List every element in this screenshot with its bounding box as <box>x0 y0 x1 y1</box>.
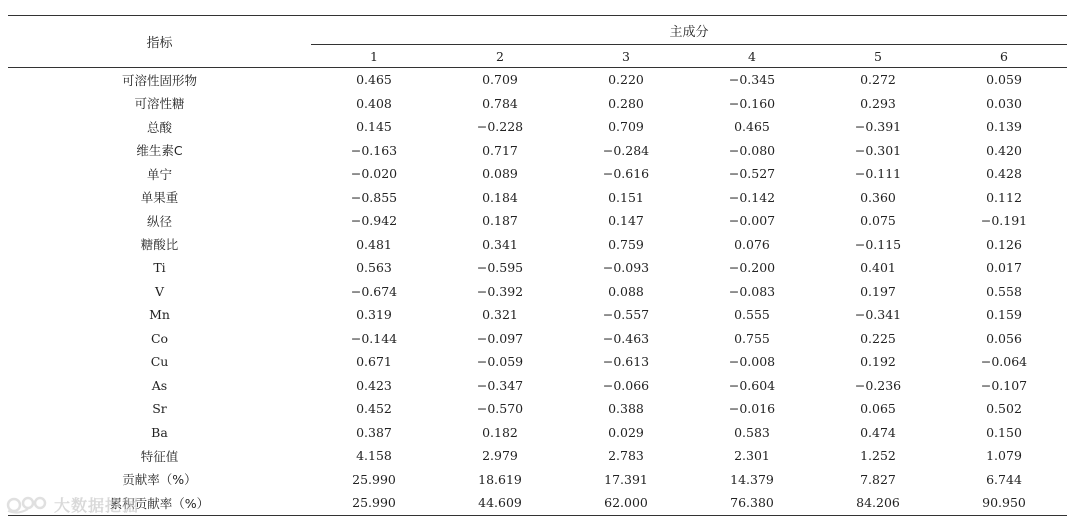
cell-value: 44.609 <box>437 491 563 515</box>
row-label: Mn <box>149 307 170 323</box>
cell-value: −0.347 <box>476 377 524 393</box>
table-row <box>8 162 1067 186</box>
cell-value: −0.059 <box>476 354 524 370</box>
cell-value: 0.709 <box>608 119 644 135</box>
table-row <box>8 491 1067 515</box>
row-label: 单宁 <box>146 166 172 182</box>
cell-value: 0.272 <box>860 72 896 88</box>
table-header <box>8 16 1067 68</box>
table-row <box>8 68 1067 92</box>
table-row <box>8 256 1067 280</box>
cell-value: 17.391 <box>604 471 648 487</box>
row-label: 特征值 <box>140 448 179 464</box>
cell-value: 25.990 <box>311 491 437 515</box>
indicator-column-header: 指标 <box>8 16 311 68</box>
row-label: 纵径 <box>146 213 172 229</box>
component-header-3: 3 <box>563 45 689 68</box>
cell-value: 0.319 <box>356 307 392 323</box>
cell-value: 0.452 <box>356 401 392 417</box>
row-label: 单果重 <box>140 190 179 206</box>
cell-value: 25.990 <box>352 471 396 487</box>
cell-value: 0.408 <box>356 95 392 111</box>
cell-value: 6.744 <box>986 471 1022 487</box>
cell-value: 0.583 <box>734 424 770 440</box>
cell-value: 4.158 <box>356 448 392 464</box>
cell-value: 0.717 <box>482 142 518 158</box>
cell-value: −0.097 <box>476 330 524 346</box>
cell-value: 0.089 <box>482 166 518 182</box>
table-row <box>8 421 1067 445</box>
cell-value: −0.111 <box>854 166 902 182</box>
table-row <box>8 444 1067 468</box>
table-row <box>8 468 1067 492</box>
cell-value: −0.191 <box>980 213 1028 229</box>
row-label: 总酸 <box>146 119 172 135</box>
cell-value: 0.030 <box>986 95 1022 111</box>
cell-value: 0.076 <box>734 236 770 252</box>
cell-value: 0.182 <box>482 424 518 440</box>
cell-value: 0.159 <box>986 307 1022 323</box>
cell-value: −0.942 <box>350 213 398 229</box>
principal-component-table <box>8 15 1067 516</box>
cell-value: −0.391 <box>854 119 902 135</box>
component-header-6: 6 <box>941 45 1067 68</box>
cell-value: 84.206 <box>815 491 941 515</box>
table-row <box>8 139 1067 163</box>
row-label: 可溶性糖 <box>134 96 185 112</box>
cell-value: 0.151 <box>608 189 644 205</box>
cell-value: −0.160 <box>728 95 776 111</box>
cell-value: 0.225 <box>860 330 896 346</box>
row-label: V <box>154 283 165 299</box>
cell-value: 7.827 <box>860 471 896 487</box>
row-label: Ti <box>153 260 166 276</box>
cell-value: −0.228 <box>476 119 524 135</box>
cell-value: 0.709 <box>482 72 518 88</box>
table-row <box>8 280 1067 304</box>
cell-value: 0.321 <box>482 307 518 323</box>
cell-value: −0.570 <box>476 401 524 417</box>
table-row <box>8 303 1067 327</box>
cell-value: −0.083 <box>728 283 776 299</box>
cell-value: 0.341 <box>482 236 518 252</box>
cell-value: 0.145 <box>356 119 392 135</box>
component-header-5: 5 <box>815 45 941 68</box>
cell-value: 2.979 <box>482 448 518 464</box>
cell-value: −0.604 <box>728 377 776 393</box>
table-row <box>8 374 1067 398</box>
cell-value: 0.502 <box>986 401 1022 417</box>
cell-value: −0.613 <box>602 354 650 370</box>
cell-value: 0.423 <box>356 377 392 393</box>
row-label: As <box>151 377 168 393</box>
principal-component-group-header: 主成分 <box>311 16 1067 45</box>
table-row <box>8 209 1067 233</box>
cell-value: −0.080 <box>728 142 776 158</box>
row-label: 可溶性固形物 <box>121 72 197 88</box>
cell-value: 0.755 <box>734 330 770 346</box>
cell-value: 0.558 <box>986 283 1022 299</box>
cell-value: 0.139 <box>986 119 1022 135</box>
cell-value: 0.065 <box>860 401 896 417</box>
cell-value: 0.481 <box>356 236 392 252</box>
row-label: 糖酸比 <box>140 237 179 253</box>
cell-value: −0.855 <box>350 189 398 205</box>
cell-value: −0.107 <box>980 377 1028 393</box>
cell-value: 0.056 <box>986 330 1022 346</box>
cell-value: 0.059 <box>986 72 1022 88</box>
cell-value: 1.252 <box>860 448 896 464</box>
cell-value: 0.184 <box>482 189 518 205</box>
row-label: Co <box>150 330 169 346</box>
row-label: Sr <box>152 401 167 417</box>
cell-value: −0.142 <box>728 189 776 205</box>
cell-value: 2.301 <box>734 448 770 464</box>
cell-value: 0.088 <box>608 283 644 299</box>
row-label: Cu <box>150 354 169 370</box>
cell-value: 0.029 <box>608 424 644 440</box>
table-row <box>8 186 1067 210</box>
cell-value: 2.783 <box>608 448 644 464</box>
cell-value: −0.345 <box>728 72 776 88</box>
cell-value: 0.147 <box>608 213 644 229</box>
cell-value: 0.293 <box>860 95 896 111</box>
cell-value: −0.236 <box>854 377 902 393</box>
row-label: 累积贡献率（%） <box>8 491 311 515</box>
cell-value: 0.387 <box>356 424 392 440</box>
cell-value: −0.016 <box>728 401 776 417</box>
cell-value: 0.192 <box>860 354 896 370</box>
row-label: 维生素C <box>136 143 183 159</box>
cell-value: −0.616 <box>602 166 650 182</box>
cell-value: 0.474 <box>860 424 896 440</box>
cell-value: 0.017 <box>986 260 1022 276</box>
cell-value: −0.020 <box>350 166 398 182</box>
cell-value: −0.007 <box>728 213 776 229</box>
cell-value: 0.555 <box>734 307 770 323</box>
table-row <box>8 350 1067 374</box>
cell-value: −0.301 <box>854 142 902 158</box>
cell-value: −0.200 <box>728 260 776 276</box>
row-label: Ba <box>151 424 168 440</box>
cell-value: 0.197 <box>860 283 896 299</box>
cell-value: −0.392 <box>476 283 524 299</box>
component-header-2: 2 <box>437 45 563 68</box>
component-header-4: 4 <box>689 45 815 68</box>
cell-value: −0.115 <box>854 236 902 252</box>
cell-value: −0.557 <box>602 307 650 323</box>
cell-value: −0.463 <box>602 330 650 346</box>
cell-value: 0.420 <box>986 142 1022 158</box>
cell-value: 0.428 <box>986 166 1022 182</box>
cell-value: 14.379 <box>730 471 774 487</box>
cell-value: 0.150 <box>986 424 1022 440</box>
cell-value: 90.950 <box>941 491 1067 515</box>
cell-value: 0.784 <box>482 95 518 111</box>
cell-value: 0.112 <box>986 189 1022 205</box>
cell-value: 0.187 <box>482 213 518 229</box>
table-row <box>8 327 1067 351</box>
cell-value: −0.144 <box>350 330 398 346</box>
cell-value: 0.360 <box>860 189 896 205</box>
cell-value: 0.563 <box>356 260 392 276</box>
cell-value: −0.527 <box>728 166 776 182</box>
table-body <box>8 68 1067 516</box>
cell-value: 0.401 <box>860 260 896 276</box>
table-row <box>8 233 1067 257</box>
cell-value: −0.595 <box>476 260 524 276</box>
cell-value: 0.280 <box>608 95 644 111</box>
table-row <box>8 115 1067 139</box>
table-row <box>8 397 1067 421</box>
cell-value: 0.126 <box>986 236 1022 252</box>
cell-value: 0.671 <box>356 354 392 370</box>
cell-value: 0.759 <box>608 236 644 252</box>
row-label: 贡献率（%） <box>122 472 197 488</box>
cell-value: 0.465 <box>356 72 392 88</box>
cell-value: −0.066 <box>602 377 650 393</box>
cell-value: 1.079 <box>986 448 1022 464</box>
cell-value: −0.093 <box>602 260 650 276</box>
cell-value: −0.008 <box>728 354 776 370</box>
cell-value: 18.619 <box>478 471 522 487</box>
cell-value: −0.674 <box>350 283 398 299</box>
cell-value: 62.000 <box>563 491 689 515</box>
table-row <box>8 92 1067 116</box>
cell-value: 76.380 <box>689 491 815 515</box>
cell-value: 0.388 <box>608 401 644 417</box>
cell-value: 0.220 <box>608 72 644 88</box>
component-header-1: 1 <box>311 45 437 68</box>
cell-value: −0.064 <box>980 354 1028 370</box>
cell-value: 0.465 <box>734 119 770 135</box>
watermark-text: 大数据挖掘 <box>54 496 140 515</box>
cell-value: 0.075 <box>860 213 896 229</box>
cell-value: −0.341 <box>854 307 902 323</box>
cell-value: −0.163 <box>350 142 398 158</box>
cell-value: −0.284 <box>602 142 650 158</box>
